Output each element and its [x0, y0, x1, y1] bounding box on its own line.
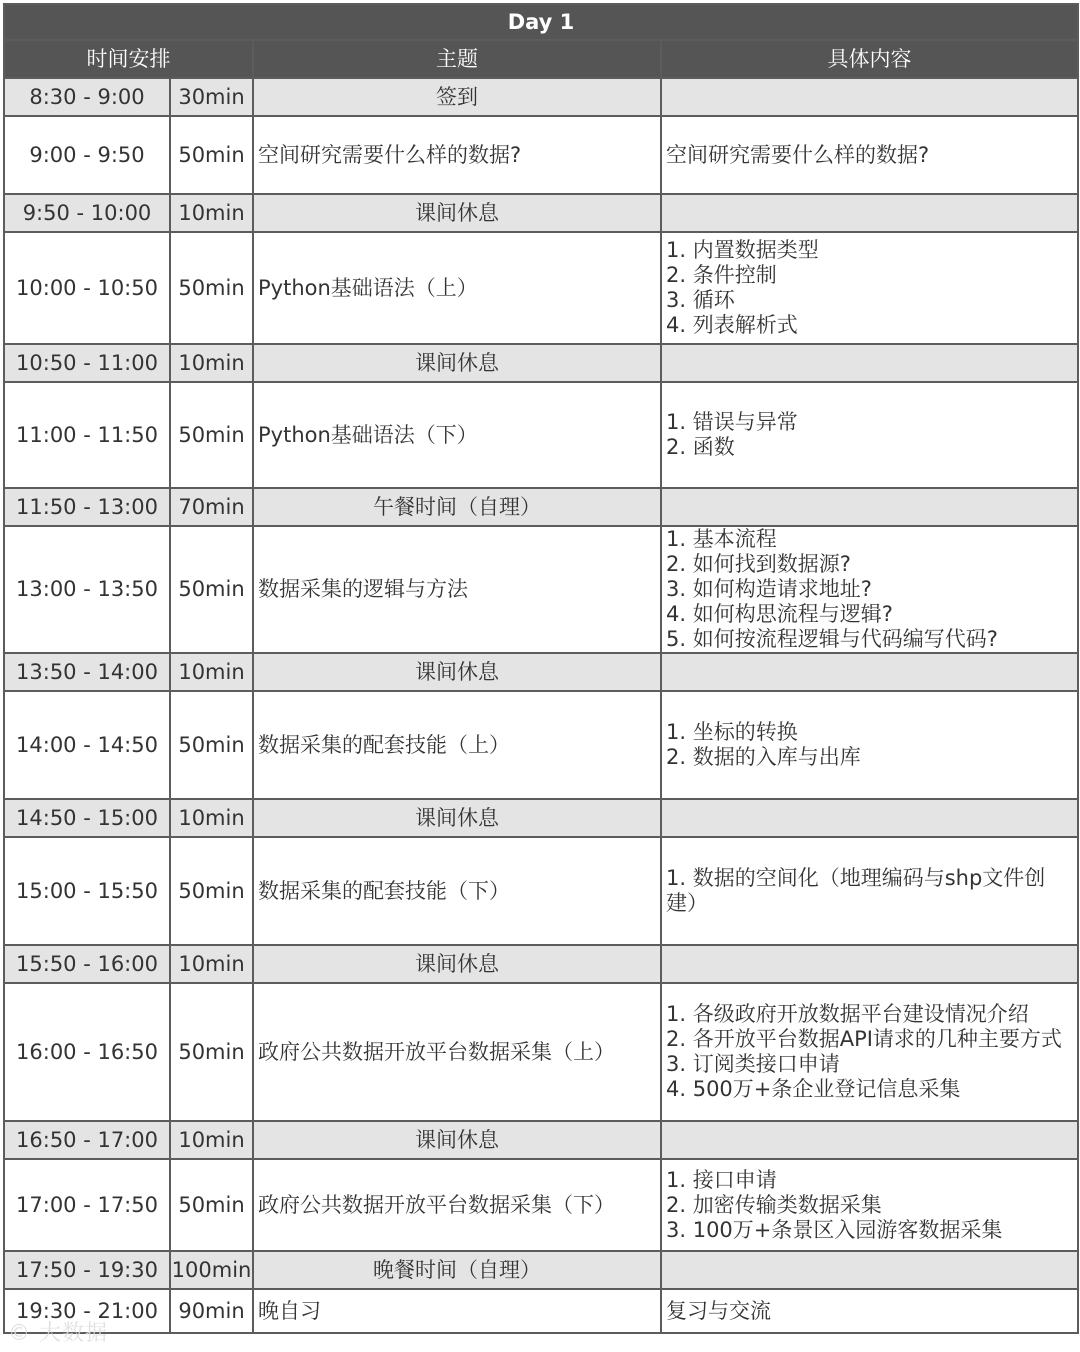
detail-item: 1. 错误与异常	[666, 410, 798, 434]
session-details	[661, 1159, 1078, 1251]
time-range: 15:50 - 16:00	[4, 945, 170, 983]
schedule-row	[4, 837, 1078, 945]
time-range: 19:30 - 21:00	[4, 1289, 170, 1333]
session-topic: 数据采集的配套技能（上）	[253, 691, 661, 799]
session-details	[661, 526, 1078, 653]
duration: 10min	[170, 344, 253, 382]
duration: 50min	[170, 382, 253, 488]
session-details	[661, 653, 1078, 691]
detail-item: 4. 500万+条企业登记信息采集	[666, 1077, 961, 1101]
schedule-row	[4, 78, 1078, 116]
time-range: 16:00 - 16:50	[4, 983, 170, 1121]
session-topic: 空间研究需要什么样的数据?	[253, 116, 661, 194]
time-range: 13:50 - 14:00	[4, 653, 170, 691]
schedule-row	[4, 232, 1078, 344]
session-details	[661, 837, 1078, 945]
detail-item: 空间研究需要什么样的数据?	[666, 142, 930, 167]
detail-item: 5. 如何按流程逻辑与代码编写代码?	[666, 627, 998, 651]
schedule-row	[4, 983, 1078, 1121]
detail-item: 4. 列表解析式	[666, 313, 798, 337]
schedule-row	[4, 526, 1078, 653]
duration: 10min	[170, 1121, 253, 1159]
duration: 50min	[170, 691, 253, 799]
duration: 50min	[170, 1159, 253, 1251]
duration: 10min	[170, 194, 253, 232]
detail-item: 2. 函数	[666, 435, 735, 459]
detail-list	[666, 1168, 1073, 1243]
schedule-row	[4, 945, 1078, 983]
duration: 30min	[170, 78, 253, 116]
detail-list	[666, 527, 1073, 652]
schedule-row	[4, 691, 1078, 799]
schedule-row	[4, 799, 1078, 837]
session-topic: 政府公共数据开放平台数据采集（上）	[253, 983, 661, 1121]
detail-list	[666, 143, 1073, 168]
session-topic: Python基础语法（上）	[253, 232, 661, 344]
time-range: 9:50 - 10:00	[4, 194, 170, 232]
time-range: 17:00 - 17:50	[4, 1159, 170, 1251]
session-details	[661, 983, 1078, 1121]
detail-item: 2. 如何找到数据源?	[666, 552, 851, 576]
detail-item: 1. 坐标的转换	[666, 720, 798, 744]
duration: 50min	[170, 837, 253, 945]
session-details	[661, 1289, 1078, 1333]
session-topic: 晚自习	[253, 1289, 661, 1333]
session-topic: 课间休息	[253, 945, 661, 983]
detail-list	[666, 238, 1073, 338]
duration: 70min	[170, 488, 253, 526]
session-topic: 签到	[253, 78, 661, 116]
detail-list	[666, 866, 1073, 916]
schedule-row	[4, 1289, 1078, 1333]
detail-item: 1. 各级政府开放数据平台建设情况介绍	[666, 1002, 1029, 1026]
session-topic: 课间休息	[253, 1121, 661, 1159]
schedule-row	[4, 653, 1078, 691]
header-detail: 具体内容	[661, 40, 1078, 78]
duration: 100min	[170, 1251, 253, 1289]
session-details	[661, 116, 1078, 194]
session-topic: 课间休息	[253, 344, 661, 382]
time-range: 15:00 - 15:50	[4, 837, 170, 945]
detail-item: 3. 如何构造请求地址?	[666, 577, 872, 601]
session-details	[661, 1251, 1078, 1289]
session-topic: 晚餐时间（自理）	[253, 1251, 661, 1289]
duration: 10min	[170, 653, 253, 691]
time-range: 14:50 - 15:00	[4, 799, 170, 837]
duration: 90min	[170, 1289, 253, 1333]
time-range: 11:50 - 13:00	[4, 488, 170, 526]
session-topic: 数据采集的逻辑与方法	[253, 526, 661, 653]
session-topic: Python基础语法（下）	[253, 382, 661, 488]
detail-item: 1. 基本流程	[666, 527, 777, 551]
duration: 50min	[170, 983, 253, 1121]
schedule-row	[4, 1251, 1078, 1289]
session-details	[661, 78, 1078, 116]
session-details	[661, 1121, 1078, 1159]
time-range: 10:00 - 10:50	[4, 232, 170, 344]
detail-item: 2. 各开放平台数据API请求的几种主要方式	[666, 1027, 1062, 1051]
duration: 50min	[170, 232, 253, 344]
schedule-body	[4, 78, 1078, 1333]
duration: 50min	[170, 116, 253, 194]
detail-item: 2. 加密传输类数据采集	[666, 1192, 882, 1217]
time-range: 11:00 - 11:50	[4, 382, 170, 488]
schedule-row	[4, 116, 1078, 194]
time-range: 9:00 - 9:50	[4, 116, 170, 194]
detail-list	[666, 1002, 1073, 1102]
detail-item: 3. 100万+条景区入园游客数据采集	[666, 1217, 1003, 1242]
detail-item: 4. 如何构思流程与逻辑?	[666, 602, 893, 626]
detail-item: 2. 数据的入库与出库	[666, 745, 861, 769]
detail-item: 3. 循环	[666, 288, 735, 312]
session-details	[661, 344, 1078, 382]
time-range: 17:50 - 19:30	[4, 1251, 170, 1289]
session-topic: 课间休息	[253, 653, 661, 691]
schedule-table	[3, 3, 1079, 1334]
detail-item: 1. 内置数据类型	[666, 238, 819, 262]
session-details	[661, 382, 1078, 488]
session-topic: 课间休息	[253, 799, 661, 837]
detail-list	[666, 1299, 1073, 1324]
duration: 10min	[170, 799, 253, 837]
watermark: © 大数据	[8, 1321, 108, 1346]
session-topic: 午餐时间（自理）	[253, 488, 661, 526]
duration: 50min	[170, 526, 253, 653]
day-title: Day 1	[4, 4, 1078, 40]
schedule-row	[4, 488, 1078, 526]
session-details	[661, 799, 1078, 837]
time-range: 13:00 - 13:50	[4, 526, 170, 653]
time-range: 10:50 - 11:00	[4, 344, 170, 382]
detail-item: 3. 订阅类接口申请	[666, 1052, 840, 1076]
detail-item: 复习与交流	[666, 1298, 771, 1323]
detail-item: 2. 条件控制	[666, 263, 777, 287]
time-range: 16:50 - 17:00	[4, 1121, 170, 1159]
session-details	[661, 194, 1078, 232]
session-topic: 课间休息	[253, 194, 661, 232]
session-details	[661, 232, 1078, 344]
session-topic: 数据采集的配套技能（下）	[253, 837, 661, 945]
time-range: 14:00 - 14:50	[4, 691, 170, 799]
duration: 10min	[170, 945, 253, 983]
schedule-row	[4, 382, 1078, 488]
schedule-row	[4, 344, 1078, 382]
session-details	[661, 691, 1078, 799]
schedule-row	[4, 194, 1078, 232]
time-range: 8:30 - 9:00	[4, 78, 170, 116]
header-topic: 主题	[253, 40, 661, 78]
session-topic: 政府公共数据开放平台数据采集（下）	[253, 1159, 661, 1251]
detail-list	[666, 720, 1073, 770]
session-details	[661, 488, 1078, 526]
session-details	[661, 945, 1078, 983]
schedule-row	[4, 1159, 1078, 1251]
detail-item: 1. 数据的空间化（地理编码与shp文件创建）	[666, 866, 1046, 915]
header-time: 时间安排	[4, 40, 253, 78]
detail-item: 1. 接口申请	[666, 1167, 777, 1192]
detail-list	[666, 410, 1073, 460]
schedule-row	[4, 1121, 1078, 1159]
